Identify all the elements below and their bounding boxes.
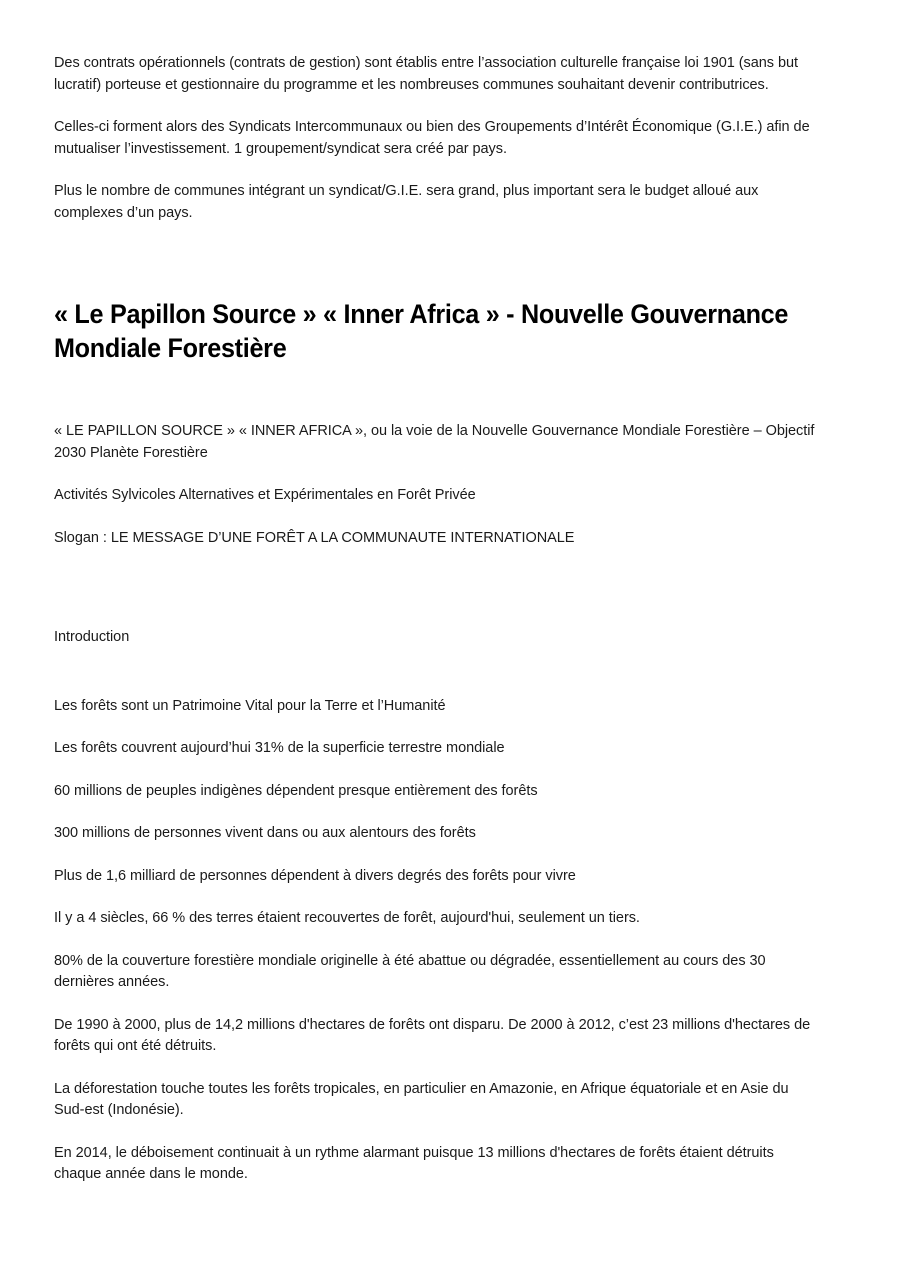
paragraph-1-6-milliard-personnes: Plus de 1,6 milliard de personnes dépendent à divers degrés des forêts pour vivre (54, 866, 576, 884)
heading-bottom-spacer (54, 365, 851, 420)
paragraph-objectif-2030: « LE PAPILLON SOURCE » « INNER AFRICA », ou la voie de la Nouvelle Gouvernance Mondiale Forestière – Objectif 2030 Planète Forestière (54, 422, 819, 461)
paragraph-60-millions-indigenes: 60 millions de peuples indigènes dépendent presque entièrement des forêts (54, 781, 538, 799)
intro-top-spacer (54, 569, 851, 626)
paragraph-1990-2000-hectares: De 1990 à 2000, plus de 14,2 millions d'hectares de forêts ont disparu. De 2000 à 2012, c’est 23 millions d'hectares de forêts qui ont été détruits. (54, 1015, 815, 1054)
document-content (54, 52, 851, 1206)
paragraph-couverture-31-pourcent: Les forêts couvrent aujourd’hui 31% de la superficie terrestre mondiale (54, 739, 505, 756)
paragraph-activites-sylvicoles: Activités Sylvicoles Alternatives et Expérimentales en Forêt Privée (54, 486, 476, 503)
paragraph-budget-alloue: Plus le nombre de communes intégrant un syndicat/G.I.E. sera grand, plus important sera le budget alloué aux complexes d’un pays. (54, 182, 763, 221)
paragraph-2014-deboisement: En 2014, le déboisement continuait à un rythme alarmant puisque 13 millions d'hectares de forêts étaient détruits chaque année dans le monde. (54, 1143, 778, 1182)
paragraph-syndicats-intercommunaux: Celles-ci forment alors des Syndicats Intercommunaux ou bien des Groupements d’Intérêt Économique (G.I.E.) afin de mutualiser l’investissement. 1 groupement/syndicat sera créé par pays. (54, 118, 814, 157)
paragraph-300-millions-personnes: 300 millions de personnes vivent dans ou aux alentours des forêts (54, 824, 476, 841)
heading-top-spacer (54, 244, 851, 297)
section-label-introduction: Introduction (54, 628, 130, 645)
paragraph-contrats-operationnels: Des contrats opérationnels (contrats de gestion) sont établis entre l’association culturelle française loi 1901 (sans but lucratif) porteuse et gestionnaire du programme et les nombreuses communes souhaitant devenir contributrices. (54, 54, 803, 93)
paragraph-slogan: Slogan : LE MESSAGE D’UNE FORÊT A LA COMMUNAUTE INTERNATIONALE (54, 528, 575, 546)
page-title: « Le Papillon Source » « Inner Africa » - Nouvelle Gouvernance Mondiale Forestière (54, 299, 789, 363)
intro-bottom-spacer (54, 669, 851, 695)
paragraph-deforestation-tropicales: La déforestation touche toutes les forêts tropicales, en particulier en Amazonie, en Afrique équatoriale et en Asie du Sud-est (Indonésie). (54, 1079, 793, 1118)
paragraph-80-pourcent-couverture: 80% de la couverture forestière mondiale originelle à été abattue ou dégradée, essentiellement au cours des 30 dernières années. (54, 951, 770, 990)
paragraph-patrimoine-vital: Les forêts sont un Patrimoine Vital pour la Terre et l’Humanité (54, 696, 446, 714)
paragraph-4-siecles-66-pourcent: Il y a 4 siècles, 66 % des terres étaient recouvertes de forêt, aujourd'hui, seulement un tiers. (54, 909, 640, 926)
